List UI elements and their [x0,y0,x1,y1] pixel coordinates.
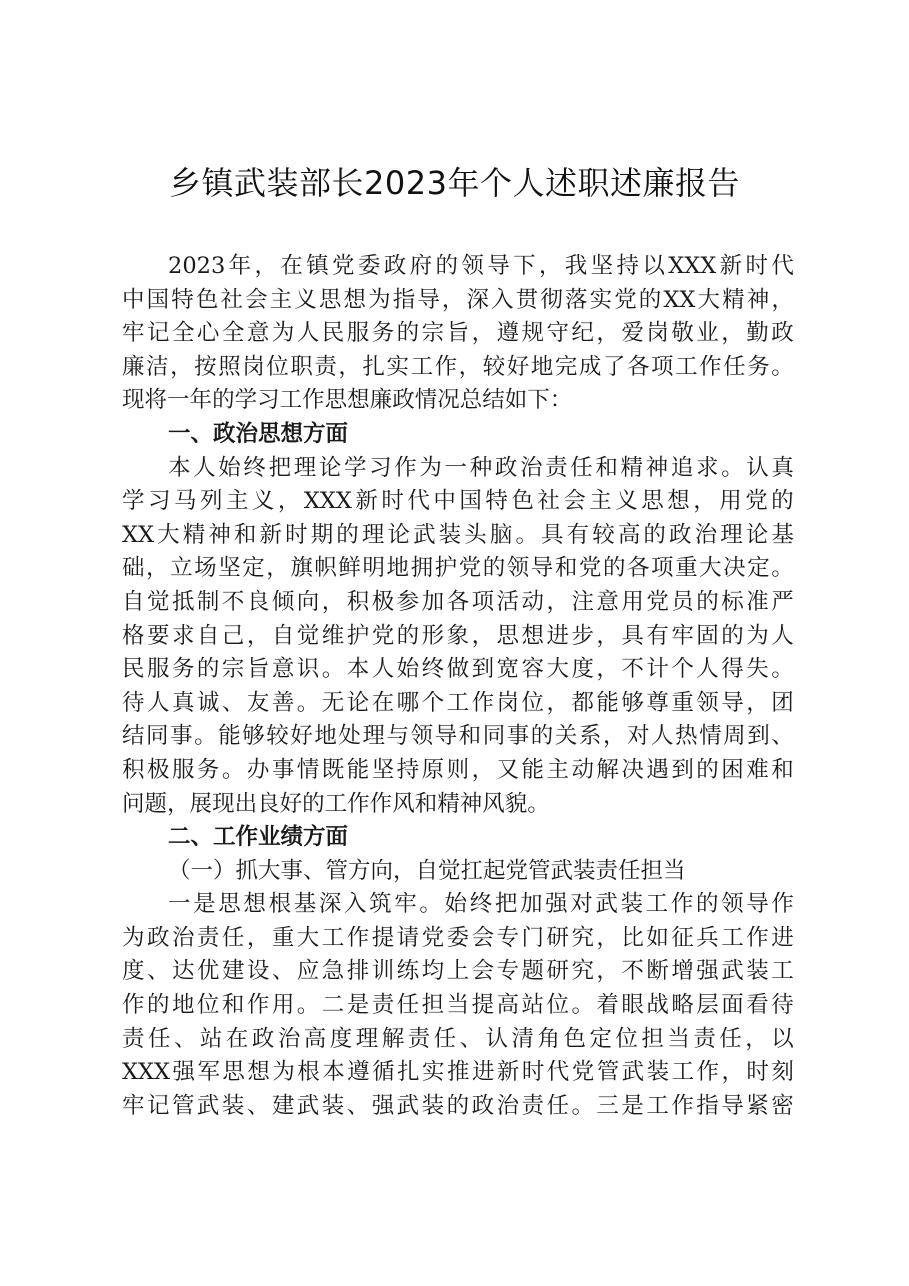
paragraph-line: 廉 洁 ， 按 照 岗 位 职 责 ， 扎 实 工 作 ， 较 好 地 完 成 了 各 项 工 作 任 务 。 [122,353,794,380]
paragraph-line: XX 大 精 神 和 新 时 期 的 理 论 武 装 头 脑 。 具 有 较 高 的 政 治 理 论 基 [122,521,794,548]
paragraph-line: 一 是 思 想 根 基 深 入 筑 牢 。 始 终 把 加 强 对 武 装 工 作 的 领 导 作 [168,891,794,918]
paragraph-line: 自 觉 抵 制 不 良 倾 向 ， 积 极 参 加 各 项 活 动 ， 注 意 用 党 员 的 标 准 严 [122,588,794,615]
paragraph-line: 格 要 求 自 己 ， 自 觉 维 护 党 的 形 象 ， 思 想 进 步 ， 具 有 牢 固 的 为 人 [122,622,794,649]
document-title: 乡镇武装部长2023年个人述职述廉报告 [169,164,740,202]
paragraph-line: 度 、 达 优 建 设 、 应 急 排 训 练 均 上 会 专 题 研 究 ， 不 断 增 强 武 装 工 [122,958,794,985]
paragraph-line: 为 政 治 责 任 ， 重 大 工 作 提 请 党 委 会 专 门 研 究 ， 比 如 征 兵 工 作 进 [122,924,794,951]
paragraph-line: 责 任 、 站 在 政 治 高 度 理 解 责 任 、 认 清 角 色 定 位 担 当 责 任 ， 以 [122,1025,794,1052]
subsection-heading: （一）抓大事、管方向，自觉扛起党管武装责任担当 [168,857,686,884]
paragraph-line: 本 人 始 终 把 理 论 学 习 作 为 一 种 政 治 责 任 和 精 神 追 求 。 认 真 [168,454,794,481]
paragraph-line: 现 将 一 年 的 学 习 工 作 思 想 廉 政 情 况 总 结 如 下 ： [122,387,573,414]
section-heading: 一、政治思想方面 [168,420,349,447]
paragraph-line: 待 人 真 诚 、 友 善 。 无 论 在 哪 个 工 作 岗 位 ， 都 能 够 尊 重 领 导 ， 团 [122,689,794,716]
paragraph-line: 牢 记 全 心 全 意 为 人 民 服 务 的 宗 旨 ， 遵 规 守 纪 ， 爱 岗 敬 业 ， 勤 政 [122,320,794,347]
paragraph-line: 作 的 地 位 和 作 用 。 二 是 责 任 担 当 提 高 站 位 。 着 眼 战 略 层 面 看 待 [122,992,794,1019]
paragraph-line: 问 题 ， 展 现 出 良 好 的 工 作 作 风 和 精 神 风 貌 。 [122,790,550,817]
paragraph-line: 2023 年 ， 在 镇 党 委 政 府 的 领 导 下 ， 我 坚 持 以 XXX 新 时 代 [168,253,794,279]
paragraph-line: 民 服 务 的 宗 旨 意 识 。 本 人 始 终 做 到 宽 容 大 度 ， 不 计 个 人 得 失 。 [122,656,794,683]
document-body [122,250,794,1123]
paragraph-line: 结 同 事 。 能 够 较 好 地 处 理 与 领 导 和 同 事 的 关 系 ， 对 人 热 情 周 到 、 [122,723,794,750]
section-heading: 二、工作业绩方面 [168,824,349,851]
paragraph-line: XXX 强 军 思 想 为 根 本 遵 循 扎 实 推 进 新 时 代 党 管 武 装 工 作 ， 时 刻 [122,1059,794,1086]
paragraph-line: 学 习 马 列 主 义 ， XXX 新 时 代 中 国 特 色 社 会 主 义 思 想 ， 用 党 的 [122,488,794,515]
paragraph-line: 牢 记 管 武 装 、 建 武 装 、 强 武 装 的 政 治 责 任 。 三 是 工 作 指 导 紧 密 [122,1092,794,1119]
paragraph-line: 础 ， 立 场 坚 定 ， 旗 帜 鲜 明 地 拥 护 党 的 领 导 和 党 的 各 项 重 大 决 定 。 [122,555,794,582]
paragraph-line: 积 极 服 务 。 办 事 情 既 能 坚 持 原 则 ， 又 能 主 动 解 决 遇 到 的 困 难 和 [122,756,794,783]
paragraph-line: 中 国 特 色 社 会 主 义 思 想 为 指 导 ， 深 入 贯 彻 落 实 党 的 XX 大 精 神 ， [122,286,794,313]
